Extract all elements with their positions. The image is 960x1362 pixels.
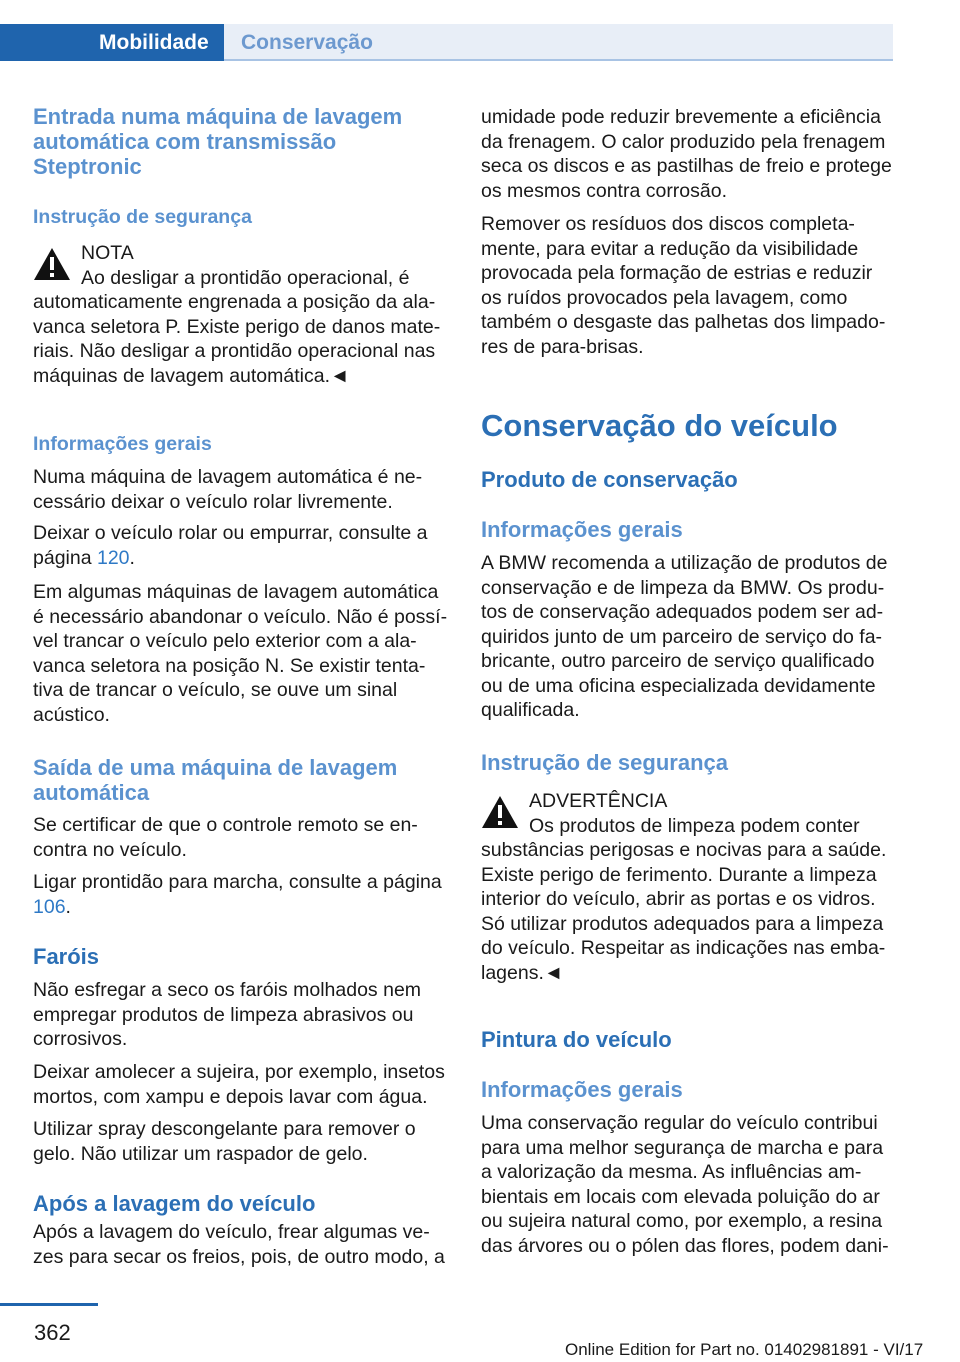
tab-mobilidade[interactable]: Mobilidade (0, 24, 224, 61)
paragraph: Após a lavagem do veículo, frear algumas ve-zes para secar os freios, pois, de outro modo, a (33, 1221, 445, 1268)
paragraph: umidade pode reduzir brevemente a eficiência da frenagem. O calor produzido pela frenagem seca os discos e as pastilhas de freio e protege os mesmos contra corrosão. (481, 106, 892, 202)
paragraph: Deixar amolecer a sujeira, por exemplo, insetos mortos, com xampu e depois lavar com água. (33, 1061, 445, 1108)
warning-nota-body: Ao desligar a prontidão operacional, é automaticamente engrenada a posição da ala-vanca seletora P. Existe perigo de danos mate-riais. Não desligar a prontidão operacional nas máquinas de lavagem automática.◄ (33, 266, 441, 387)
warning-triangle-icon (33, 247, 71, 281)
edition-footer: Online Edition for Part no. 01402981891 - VI/17 (565, 1340, 924, 1359)
heading-conservacao-veiculo: Conservação do veículo (481, 408, 838, 443)
page-link-120[interactable]: 120 (96, 546, 130, 569)
heading-apos-lavagem: Após a lavagem do veículo (33, 1191, 316, 1216)
warning-triangle-icon (481, 795, 519, 829)
heading-farois: Faróis (33, 944, 100, 969)
paragraph: Ligar prontidão para marcha, consulte a página 106. (33, 871, 442, 918)
warning-advertencia-body: Os produtos de limpeza podem conter substâncias perigosas e nocivas para a saúde. Existe perigo de ferimento. Durante a limpeza interior do veículo, abrir as portas e os vidros. Só utilizar produtos adequados para a limpeza do veículo. Respeitar as indicações nas emba-lagens.◄ (481, 814, 887, 984)
paragraph: Utilizar spray descongelante para remover o gelo. Não utilizar um raspador de gelo. (33, 1118, 416, 1165)
page-link-106[interactable]: 106 (33, 895, 66, 918)
chapter-tabbar (0, 24, 893, 61)
heading-informacoes-gerais: Informações gerais (33, 433, 212, 455)
paragraph: Numa máquina de lavagem automática é ne-cessário deixar o veículo rolar livremente. (33, 466, 423, 513)
warning-nota (33, 241, 451, 388)
heading-pintura-veiculo: Pintura do veículo (481, 1027, 672, 1052)
tab-conservacao[interactable]: Conservação (224, 24, 893, 61)
paragraph: Em algumas máquinas de lavagem automática é necessário abandonar o veículo. Não é possí-vel trancar o veículo pelo exterior com a ala-vanca seletora na posição N. Se existir tenta-tiva de trancar o veículo, se ouve um sinal acústico. (33, 581, 448, 726)
paragraph: Deixar o veículo rolar ou empurrar, consulte a página 120. (33, 522, 428, 569)
tab-rule (224, 59, 893, 61)
page-number-rule (0, 1303, 98, 1306)
heading-informacoes-gerais: Informações gerais (481, 517, 683, 542)
heading-saida-lavagem: Saída de uma máquina de lavagem automática (33, 755, 398, 805)
heading-informacoes-gerais: Informações gerais (481, 1077, 683, 1102)
paragraph: Remover os resíduos dos discos completa-mente, para evitar a redução da visibilidade provocada pela formação de estrias e reduzir os ruídos provocados pela lavagem, como também o desgaste das palhetas dos limpado-res de para-brisas. (481, 213, 886, 358)
heading-instrucao-seguranca: Instrução de segurança (33, 206, 252, 228)
heading-instrucao-seguranca: Instrução de segurança (481, 750, 728, 775)
paragraph: Uma conservação regular do veículo contribui para uma melhor segurança de marcha e para a valorização da mesma. As influências am-bientais em locais com elevada poluição do ar ou sujeira natural como, por exemplo, a resina das árvores ou o pólen das flores, podem dani- (481, 1112, 889, 1257)
paragraph: Não esfregar a seco os faróis molhados nem empregar produtos de limpeza abrasivos ou corrosivos. (33, 979, 422, 1050)
paragraph: A BMW recomenda a utilização de produtos de conservação e de limpeza da BMW. Os produ-tos de conservação adequados podem ser ad-quiridos junto de um parceiro de serviço do fa-bricante, outro parceiro de serviço qualificado ou de uma oficina especializada devidamente qualificada. (481, 552, 888, 721)
warning-nota-title: NOTA (81, 242, 134, 264)
heading-produto-conservacao: Produto de conservação (481, 467, 738, 492)
page-number: 362 (34, 1320, 71, 1345)
warning-advertencia (481, 789, 897, 985)
warning-advertencia-title: ADVERTÊNCIA (529, 790, 668, 812)
heading-entrada-lavagem: Entrada numa máquina de lavagem automática com transmissão Steptronic (33, 104, 403, 179)
paragraph: Se certificar de que o controle remoto se en-contra no veículo. (33, 814, 418, 861)
